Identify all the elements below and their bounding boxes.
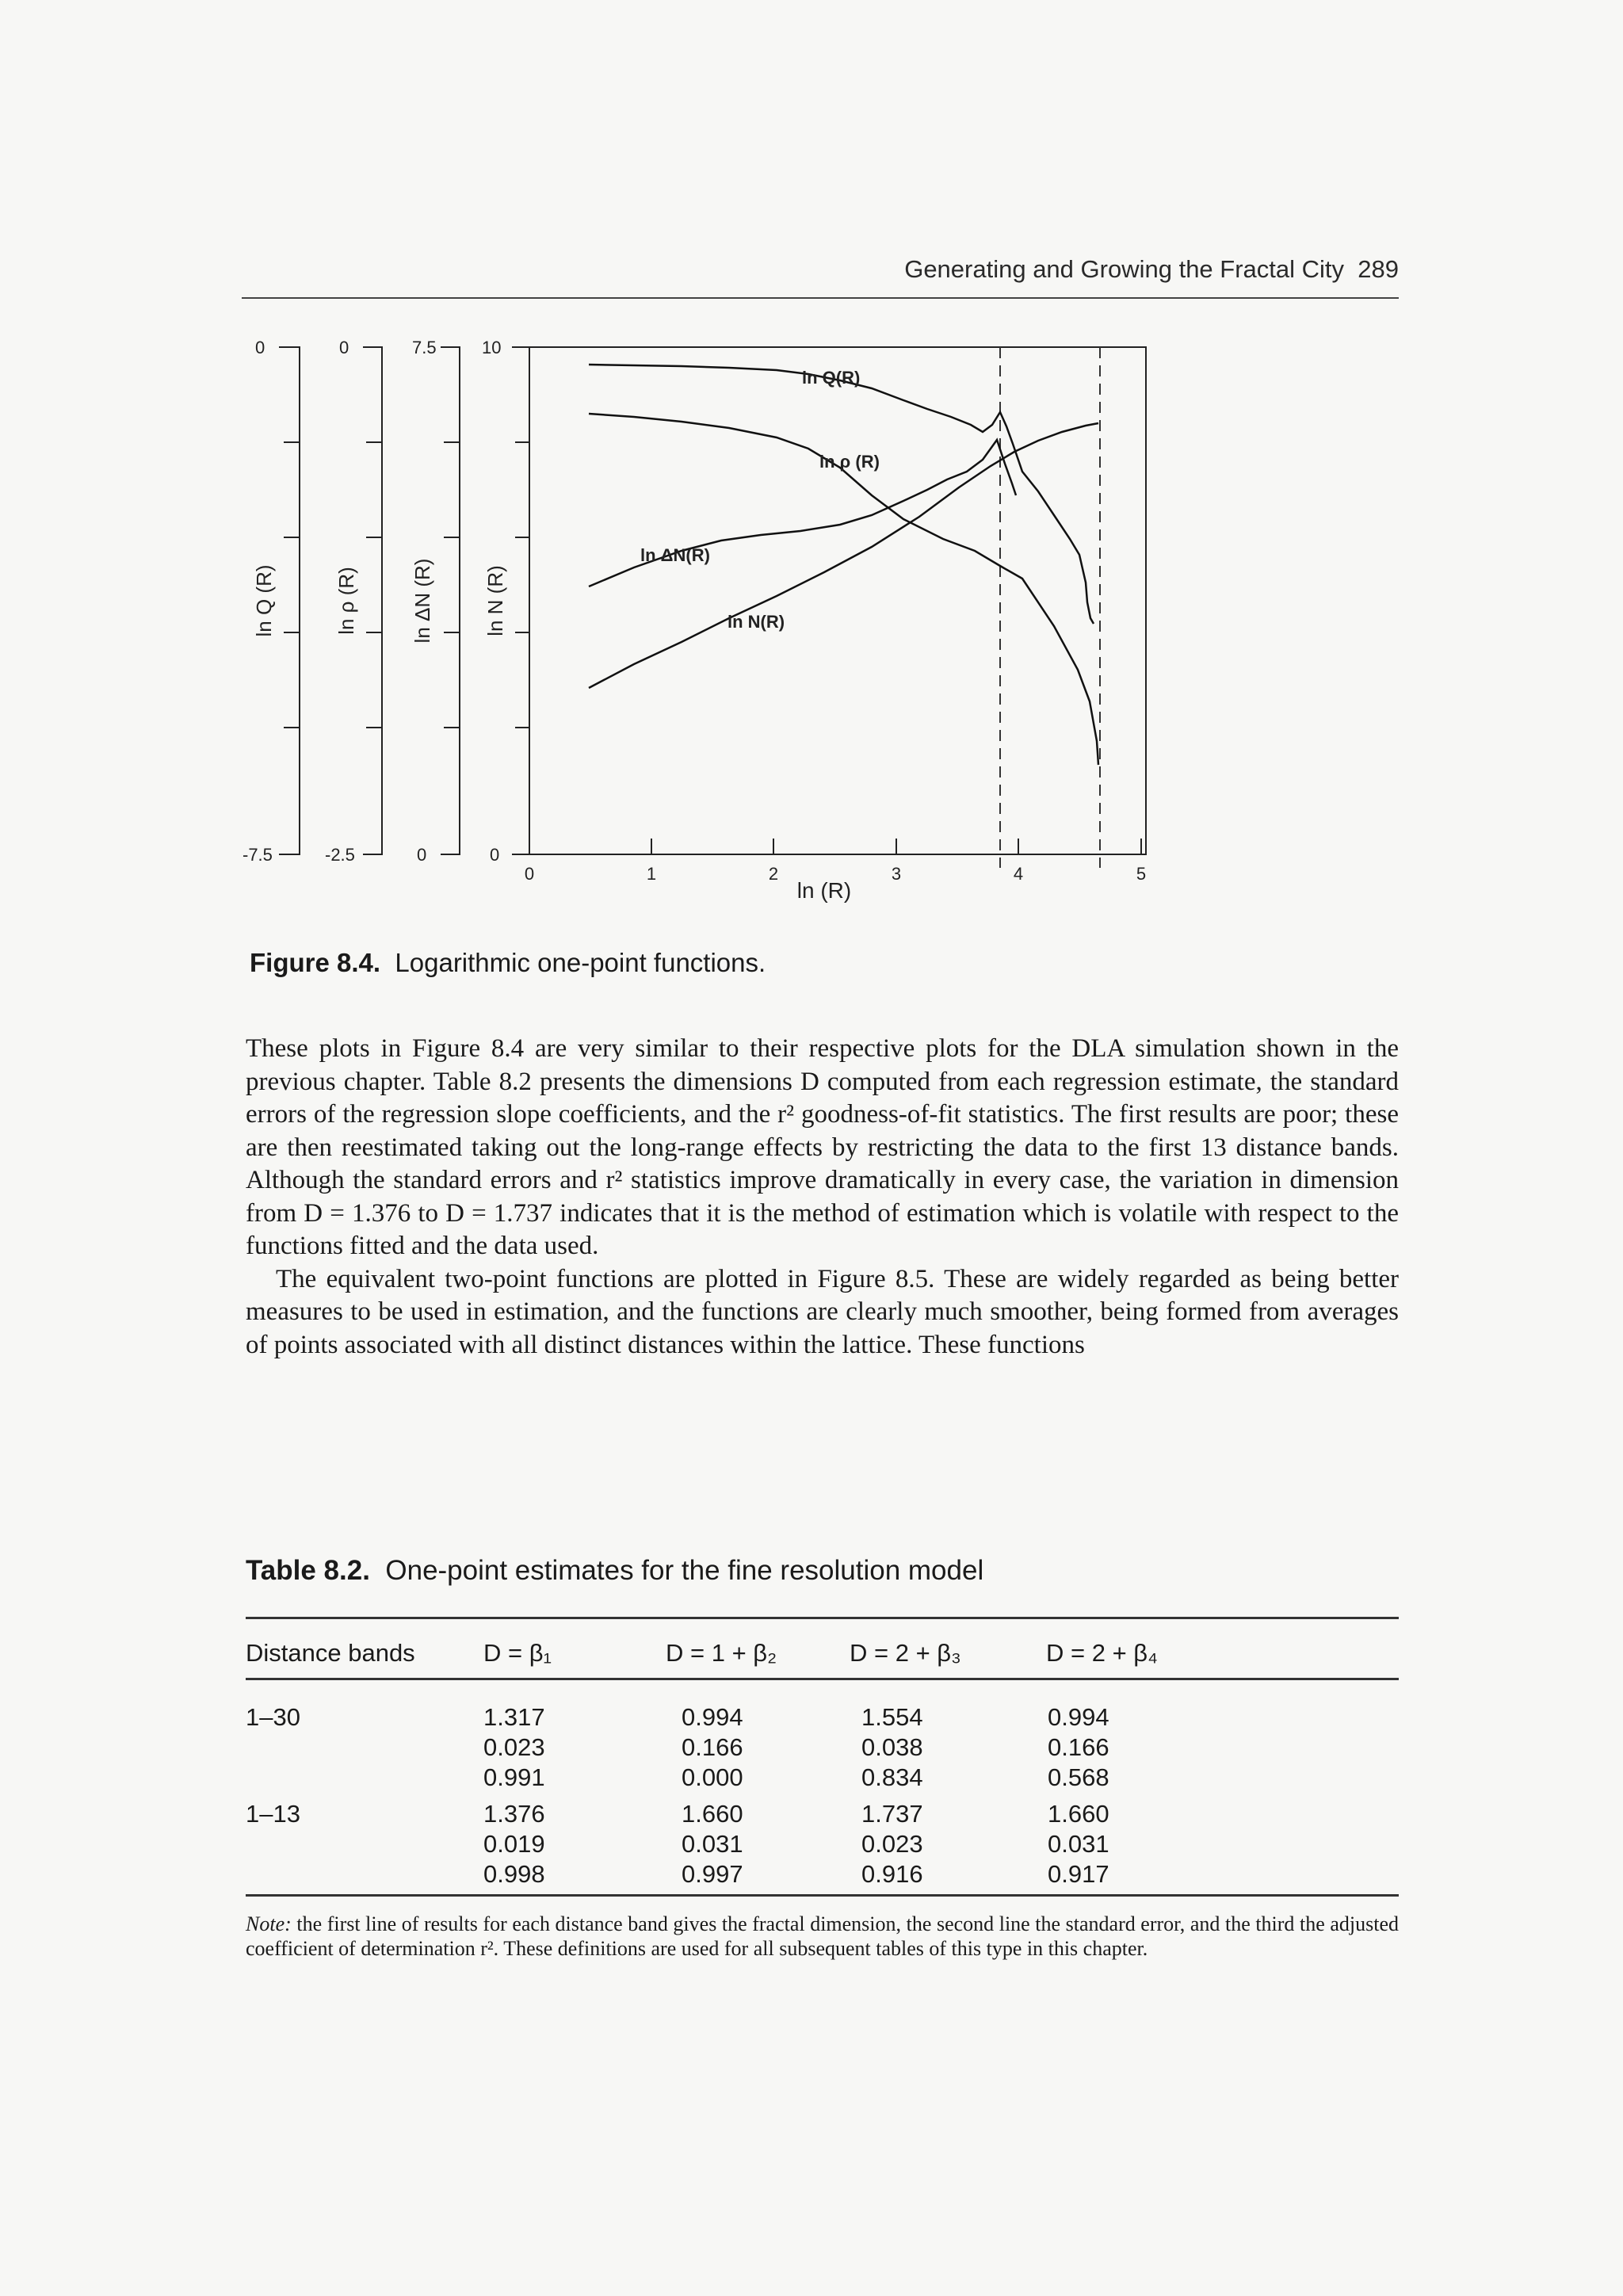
table-label: Table 8.2. [246,1555,370,1586]
table-header [246,1639,1399,1672]
lnN-top-label: 10 [482,338,502,357]
label-lndN: ln ΔN(R) [640,545,710,565]
table-column [1048,1702,1109,1793]
table-cell: 0.991 [483,1763,545,1791]
table-cell: 0.998 [483,1860,545,1888]
col-header-d2: D = 1 + β₂ [666,1639,777,1667]
table-cell: 0.038 [861,1733,923,1761]
note-text: the first line of results for each distance band gives the fractal dimension, the second line the standard error, and the third the adjusted coefficient of determination r². These definitions are used for all subsequent tables of this type in this chapter. [246,1912,1400,1960]
x-tick-5: 5 [1136,864,1147,884]
table-cell: 0.031 [682,1830,743,1858]
axis-lndN [441,347,460,854]
table-cell: 0.997 [682,1860,743,1888]
table-cell: 0.994 [682,1703,743,1731]
figure-caption-text: Logarithmic one-point functions. [395,948,766,977]
secondary-axes [279,347,1146,854]
table-caption-text: One-point estimates for the fine resolution model [385,1555,984,1586]
x-tick-3: 3 [891,864,902,884]
table-cell: 0.917 [1048,1860,1109,1888]
plot-frame [529,347,1146,854]
page-number: 289 [1358,255,1399,283]
table-column [682,1702,743,1793]
lndN-bottom-label: 0 [417,845,427,865]
axis-name-lnQ: ln Q (R) [252,564,276,637]
axis-lnN [512,347,529,854]
axis-names [252,559,507,644]
axis-tick-labels [242,338,501,865]
table-column [682,1799,743,1889]
table-cell: 0.568 [1048,1763,1109,1791]
table-column [483,1702,545,1793]
table-cell: 1.376 [483,1800,545,1828]
table-top-rule [246,1617,1399,1619]
x-tick-1: 1 [646,864,657,884]
table-cell: 0.994 [1048,1703,1109,1731]
axis-name-lndN: ln ΔN (R) [411,558,434,644]
curve-labels [640,368,880,632]
axis-lnrho [363,347,382,854]
x-ticks [651,839,1141,854]
table-cell: 0.000 [682,1763,743,1791]
paragraph-1: These plots in Figure 8.4 are very similar to their respective plots for the DLA simulation shown in the previous chapter. Table 8.2 presents the dimensions D computed from each regression estimate, the standard errors of the regression slope coefficients, and the r² goodness-of-fit statistics. The first results are poor; these are then reestimated taking out the long-range effects by restricting the data to the first 13 distance bands. Although the standard errors and r² statistics improve dramatically in every case, the variation in dimension from D = 1.376 to D = 1.737 indicates that it is the method of estimation which is volatile with respect to the functions fitted and the data used. [246,1034,1399,1260]
table-column [861,1702,923,1793]
body-text [246,1033,1399,1362]
band-label: 1–13 [246,1800,300,1828]
label-lnrho: ln ρ (R) [819,452,880,472]
label-lnQ: ln Q(R) [802,368,861,388]
table-cell: 0.019 [483,1830,545,1858]
col-header-d4: D = 2 + β₄ [1046,1639,1158,1667]
table-cell: 0.166 [682,1733,743,1761]
table-cell: 0.023 [861,1830,923,1858]
table-caption [246,1555,983,1587]
lnN-bottom-label: 0 [490,845,500,865]
table-cell: 1.317 [483,1703,545,1731]
table-cell: 0.834 [861,1763,923,1791]
lnQ-bottom-label: -7.5 [242,845,273,865]
lnrho-top-label: 0 [339,338,349,357]
table-header-rule [246,1678,1399,1680]
table-note [246,1912,1399,1961]
table-column [483,1799,545,1889]
label-lnN: ln N(R) [727,612,785,632]
table-cell: 0.031 [1048,1830,1109,1858]
col-header-bands: Distance bands [246,1639,415,1667]
table-cell: 1.737 [861,1800,923,1828]
figure-label: Figure 8.4. [250,948,381,977]
figure-caption [250,948,766,978]
lnQ-top-label: 0 [255,338,265,357]
header-rule [242,297,1399,299]
table-column [861,1799,923,1889]
table-bottom-rule [246,1894,1399,1897]
table-cell: 1.554 [861,1703,923,1731]
table-cell: 0.166 [1048,1733,1109,1761]
figure-svg [238,321,1157,923]
x-tick-0: 0 [524,864,535,884]
running-title: Generating and Growing the Fractal City [904,255,1345,283]
col-header-d3: D = 2 + β₃ [850,1639,961,1667]
x-tick-2: 2 [768,864,779,884]
note-label: Note: [246,1912,292,1935]
lnrho-bottom-label: -2.5 [325,845,355,865]
curve-lnQ [589,365,1094,624]
table-cell: 1.660 [682,1800,743,1828]
table-cell: 0.023 [483,1733,545,1761]
axis-lnQ [279,347,300,854]
band-label: 1–30 [246,1703,300,1731]
axis-name-lnN: ln N (R) [483,565,507,636]
lndN-top-label: 7.5 [412,338,437,357]
col-header-d1: D = β₁ [483,1639,552,1667]
paragraph-2: The equivalent two-point functions are plotted in Figure 8.5. These are widely regarded as being better measures to be used in estimation, and the functions are clearly much smoother, being formed from averages of points associated with all distinct distances within the lattice. These functions [246,1264,1399,1359]
table-column [1048,1799,1109,1889]
table-cell: 1.660 [1048,1800,1109,1828]
figure-8-4 [238,321,1157,927]
table-cell: 0.916 [861,1860,923,1888]
x-axis-label: ln (R) [796,878,852,903]
running-head [856,255,1399,284]
x-tick-4: 4 [1013,864,1024,884]
axis-name-lnrho: ln ρ (R) [334,567,358,635]
